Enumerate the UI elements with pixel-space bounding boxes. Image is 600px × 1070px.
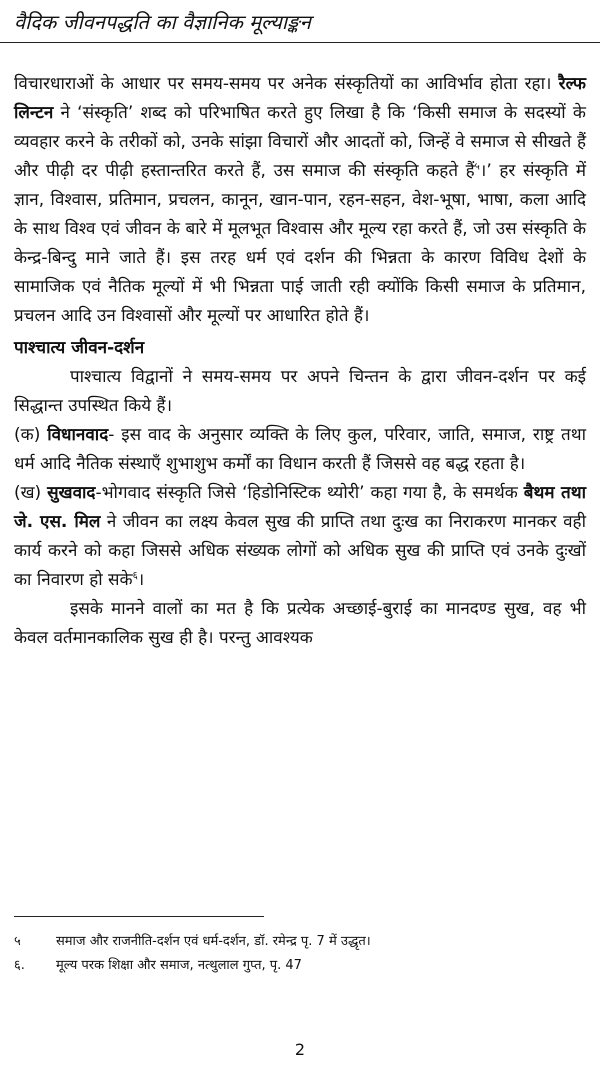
bold-names-bentham-mill: बैथम तथा जे. एस. मिल <box>14 483 586 532</box>
footnote-item <box>14 930 586 954</box>
paragraph-culture <box>14 70 586 331</box>
list-prefix: (क) <box>14 425 48 445</box>
term-vidhanavad: विधानवाद <box>47 425 109 445</box>
text: ने ‘संस्कृति’ शब्द को परिभाषित करते हुए लिखा है कि ‘किसी समाज के सदस्यों के व्यवहार करने के तरीकों को, उनके सांझा विचारों और आदतों को, जिन्हें वे समाज से सीखते हैं और पीढ़ी दर पीढ़ी हस्तान्तरित करते हैं, उस समाज की संस्कृति कहते हैं <box>14 103 586 181</box>
text: विचारधाराओं के आधार पर समय-समय पर अनेक संस्कृतियों का आविर्भाव होता रहा। <box>14 74 559 94</box>
footnote-ref: ५ <box>474 161 480 173</box>
running-header: वैदिक जीवनपद्धति का वैज्ञानिक मूल्याङ्कन <box>14 10 311 34</box>
page-number: 2 <box>294 1040 306 1059</box>
paragraph-sukhavad <box>14 479 586 595</box>
text: ने जीवन का लक्ष्य केवल सुख की प्राप्ति तथा दुःख का निराकरण मानकर वही कार्य करने को कहा जिससे अधिक संख्यक लोगों को अधिक सुख की प्राप्ति एवं उनके दुःखों का निवारण हो सके <box>14 512 586 590</box>
text: - इस वाद के अनुसार व्यक्ति के लिए कुल, परिवार, जाति, समाज, राष्ट्र तथा धर्म आदि नैतिक संस्थाएँ शुभाशुभ कर्मों का विधान करती हैं जिससे वह बद्ध रहता है। <box>14 425 586 474</box>
footnote-number: ५ <box>14 934 21 949</box>
footnote-ref: ६ <box>132 570 138 582</box>
section-heading: पाश्चात्य जीवन-दर्शन <box>14 338 145 358</box>
footnote-text: समाज और राजनीति-दर्शन एवं धर्म-दर्शन, डॉ. रमेन्द्र पृ. 7 में उद्धृत। <box>56 934 371 949</box>
header-rule <box>0 42 600 43</box>
term-sukhavad: सुखवाद <box>47 483 96 503</box>
main-text <box>14 70 586 653</box>
footnotes <box>14 930 586 978</box>
footnote-number: ६. <box>14 958 25 973</box>
footnote-rule <box>14 916 264 917</box>
list-prefix: (ख) <box>14 483 48 503</box>
paragraph-vidhanavad <box>14 421 586 479</box>
bold-name-ralph-linton: रैल्फ लिन्टन <box>14 74 586 123</box>
footnote-text: मूल्य परक शिक्षा और समाज, नत्थुलाल गुप्त, पृ. 47 <box>56 958 302 973</box>
paragraph-criterion: इसके मानने वालों का मत है कि प्रत्येक अच्छाई-बुराई का मानदण्ड सुख, वह भी केवल वर्तमानकालिक सुख ही है। परन्तु आवश्यक <box>14 599 586 648</box>
paragraph-intro: पाश्चात्य विद्वानों ने समय-समय पर अपने चिन्तन के द्वारा जीवन-दर्शन पर कई सिद्धान्त उपस्थित किये हैं। <box>14 367 586 416</box>
text: -भोगवाद संस्कृति जिसे ‘हिडोनिस्टिक थ्योरी’ कहा गया है, के समर्थक <box>95 483 524 503</box>
footnote-item <box>14 954 586 978</box>
text: । <box>137 570 145 590</box>
text: ।’ हर संस्कृति में ज्ञान, विश्वास, प्रतिमान, प्रचलन, कानून, खान-पान, रहन-सहन, वेश-भूषा, भाषा, कला आदि के साथ विश्व एवं जीवन के बारे में मूलभूत विश्वास और मूल्य रहा करते हैं, जो उस संस्कृति के केन्द्र-बिन्दु माने जाते हैं। इस तरह धर्म एवं दर्शन की भिन्नता के कारण विविध देशों के सामाजिक एवं नैतिक मूल्यों में भी भिन्नता पाई जाती रही क्योंकि किसी समाज के प्रतिमान, प्रचलन आदि उन विश्वासों और मूल्यों पर आधारित होते हैं। <box>14 161 586 326</box>
